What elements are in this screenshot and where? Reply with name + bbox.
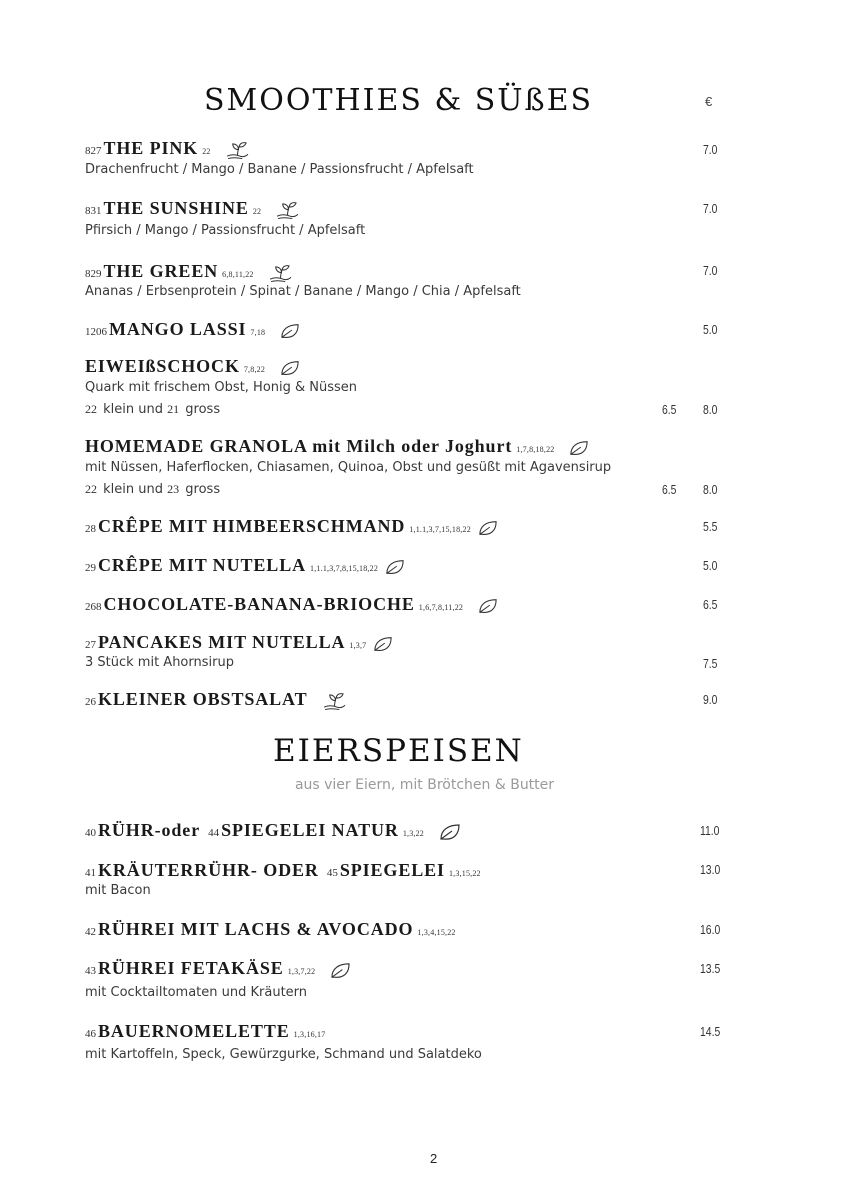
item-name: HOMEMADE GRANOLA mit Milch oder Joghurt xyxy=(85,436,513,456)
menu-item-name-line xyxy=(85,262,293,283)
item-price: 7.0 xyxy=(703,201,718,216)
item-allergens: 1,3,4,15,22 xyxy=(417,928,456,937)
item-price: 6.5 xyxy=(703,597,718,612)
item-description: mit Kartoffeln, Speck, Gewürzgurke, Schmand und Salatdeko xyxy=(85,1047,482,1062)
item-description: Ananas / Erbsenprotein / Spinat / Banane / Mango / Chia / Apfelsaft xyxy=(85,284,521,299)
menu-item-name-line xyxy=(85,357,301,377)
item-name: RÜHR-oder xyxy=(98,820,201,840)
menu-item-name-line xyxy=(85,437,590,457)
page-number: 2 xyxy=(430,1151,438,1166)
vegetarian-leaf-icon xyxy=(477,597,499,615)
item-description: mit Cocktailtomaten und Kräutern xyxy=(85,985,308,1000)
item-number: 28 xyxy=(85,523,96,535)
size-large-text: gross xyxy=(185,482,221,497)
menu-item-name-line xyxy=(85,1022,325,1041)
item-name: KLEINER OBSTSALAT xyxy=(98,689,308,709)
item-name: THE GREEN xyxy=(103,261,219,281)
item-price: 7.0 xyxy=(703,142,718,157)
item-name-2: SPIEGELEI xyxy=(339,860,445,880)
item-allergens: 6,8,11,22 xyxy=(222,270,254,279)
item-allergens: 1,3,7 xyxy=(349,641,367,650)
item-price: 11.0 xyxy=(700,823,720,838)
item-allergens: 22 xyxy=(202,147,211,156)
item-number: 41 xyxy=(85,867,96,879)
item-name: CHOCOLATE-BANANA-BRIOCHE xyxy=(103,594,415,614)
item-allergens: 7,18 xyxy=(250,328,266,337)
item-sizes xyxy=(85,403,220,416)
menu-item-name-line xyxy=(85,690,347,711)
item-description: mit Bacon xyxy=(85,883,151,898)
section-subtitle-eggs: aus vier Eiern, mit Brötchen & Butter xyxy=(294,777,555,793)
menu-item-name-line xyxy=(85,556,406,576)
item-number: 829 xyxy=(85,268,102,280)
item-number-2: 45 xyxy=(326,867,338,879)
item-price: 7.0 xyxy=(703,263,718,278)
vegetarian-leaf-icon xyxy=(279,359,301,377)
item-name: CRÊPE MIT HIMBEERSCHMAND xyxy=(98,516,406,536)
section-title-eggs: EIERSPEISEN xyxy=(273,733,524,769)
item-allergens: 22 xyxy=(252,207,262,216)
size-small-number: 22 xyxy=(85,482,97,496)
item-number-2: 44 xyxy=(208,827,220,839)
item-name: PANCAKES MIT NUTELLA xyxy=(98,632,346,652)
size-large-number: 21 xyxy=(167,402,180,416)
vegan-sprout-icon xyxy=(268,264,293,283)
menu-item-name-line xyxy=(85,920,456,939)
currency-label: € xyxy=(705,94,713,109)
item-allergens: 1,1.1,3,7,8,15,18,22 xyxy=(310,564,379,573)
menu-item-name-line xyxy=(85,517,499,537)
item-price: 16.0 xyxy=(700,922,721,937)
item-number: 1206 xyxy=(85,326,107,338)
item-price: 14.5 xyxy=(700,1024,721,1039)
item-allergens: 7,8,22 xyxy=(243,365,266,374)
menu-item-name-line xyxy=(85,633,394,653)
size-large-text: gross xyxy=(185,402,221,417)
item-allergens: 1,3,7,22 xyxy=(287,967,316,976)
vegan-sprout-icon xyxy=(275,201,300,220)
item-price-small: 6.5 xyxy=(662,402,677,417)
item-description: Quark mit frischem Obst, Honig & Nüssen xyxy=(85,380,358,395)
item-allergens: 1,6,7,8,11,22 xyxy=(418,603,464,612)
menu-item-name-line xyxy=(85,821,462,842)
item-number: 29 xyxy=(85,562,96,574)
item-number: 268 xyxy=(85,601,102,613)
item-price: 8.0 xyxy=(703,402,718,417)
item-number: 26 xyxy=(85,696,96,708)
size-small-number: 22 xyxy=(85,402,97,416)
item-name: RÜHREI FETAKÄSE xyxy=(98,958,284,978)
item-price: 8.0 xyxy=(703,482,718,497)
item-description: Drachenfrucht / Mango / Banane / Passionsfrucht / Apfelsaft xyxy=(85,162,474,177)
item-description: Pfirsich / Mango / Passionsfrucht / Apfelsaft xyxy=(85,223,366,238)
item-allergens: 1,7,8,18,22 xyxy=(516,445,555,454)
menu-item-name-line xyxy=(85,199,300,220)
item-name: THE SUNSHINE xyxy=(103,198,249,218)
item-name: EIWEIßSCHOCK xyxy=(85,356,240,376)
item-name-2: SPIEGELEI NATUR xyxy=(221,820,399,840)
item-description: mit Nüssen, Haferflocken, Chiasamen, Quinoa, Obst und gesüßt mit Agavensirup xyxy=(85,460,612,475)
item-price: 5.5 xyxy=(703,519,718,534)
vegetarian-leaf-icon xyxy=(329,961,352,980)
item-name: THE PINK xyxy=(103,138,199,158)
size-small-text: klein und xyxy=(103,482,163,497)
item-allergens: 1,3,22 xyxy=(402,829,425,838)
item-number: 831 xyxy=(85,205,102,217)
item-number: 827 xyxy=(85,145,102,157)
vegetarian-leaf-icon xyxy=(384,558,406,576)
item-name: MANGO LASSI xyxy=(109,319,247,339)
vegetarian-leaf-icon xyxy=(477,519,499,537)
item-price: 13.5 xyxy=(700,961,721,976)
menu-item-name-line xyxy=(85,139,250,160)
vegetarian-leaf-icon xyxy=(372,635,394,653)
item-number: 27 xyxy=(85,639,96,651)
item-price: 13.0 xyxy=(700,862,721,877)
item-name: CRÊPE MIT NUTELLA xyxy=(98,555,307,575)
item-number: 42 xyxy=(85,926,96,938)
menu-item-name-line xyxy=(85,595,499,615)
menu-item-name-line xyxy=(85,861,481,880)
size-small-text: klein und xyxy=(103,402,163,417)
item-number: 46 xyxy=(85,1028,96,1040)
item-price: 7.5 xyxy=(703,656,718,671)
item-name: KRÄUTERRÜHR- ODER xyxy=(98,860,319,880)
vegetarian-leaf-icon xyxy=(568,439,590,457)
vegan-sprout-icon xyxy=(225,141,250,160)
item-number: 43 xyxy=(85,965,96,977)
item-name: RÜHREI MIT LACHS & AVOCADO xyxy=(98,919,414,939)
section-title-smoothies: SMOOTHIES & SÜßES xyxy=(204,83,594,118)
item-price: 5.0 xyxy=(703,558,718,573)
item-allergens: 1,1.1,3,7,15,18,22 xyxy=(409,525,471,534)
item-description: 3 Stück mit Ahornsirup xyxy=(85,655,234,670)
item-sizes xyxy=(85,483,220,496)
item-price-small: 6.5 xyxy=(662,482,677,497)
item-price: 5.0 xyxy=(703,322,718,337)
vegetarian-leaf-icon xyxy=(438,822,462,842)
item-price: 9.0 xyxy=(703,692,718,707)
size-large-number: 23 xyxy=(167,482,180,496)
vegan-sprout-icon xyxy=(322,692,347,711)
item-name: BAUERNOMELETTE xyxy=(98,1021,290,1041)
menu-item-name-line xyxy=(85,959,352,980)
item-number: 40 xyxy=(85,827,96,839)
item-allergens: 1,3,15,22 xyxy=(448,869,481,878)
item-allergens: 1,3,16,17 xyxy=(293,1030,326,1039)
menu-item-name-line xyxy=(85,320,301,340)
vegetarian-leaf-icon xyxy=(279,322,301,340)
